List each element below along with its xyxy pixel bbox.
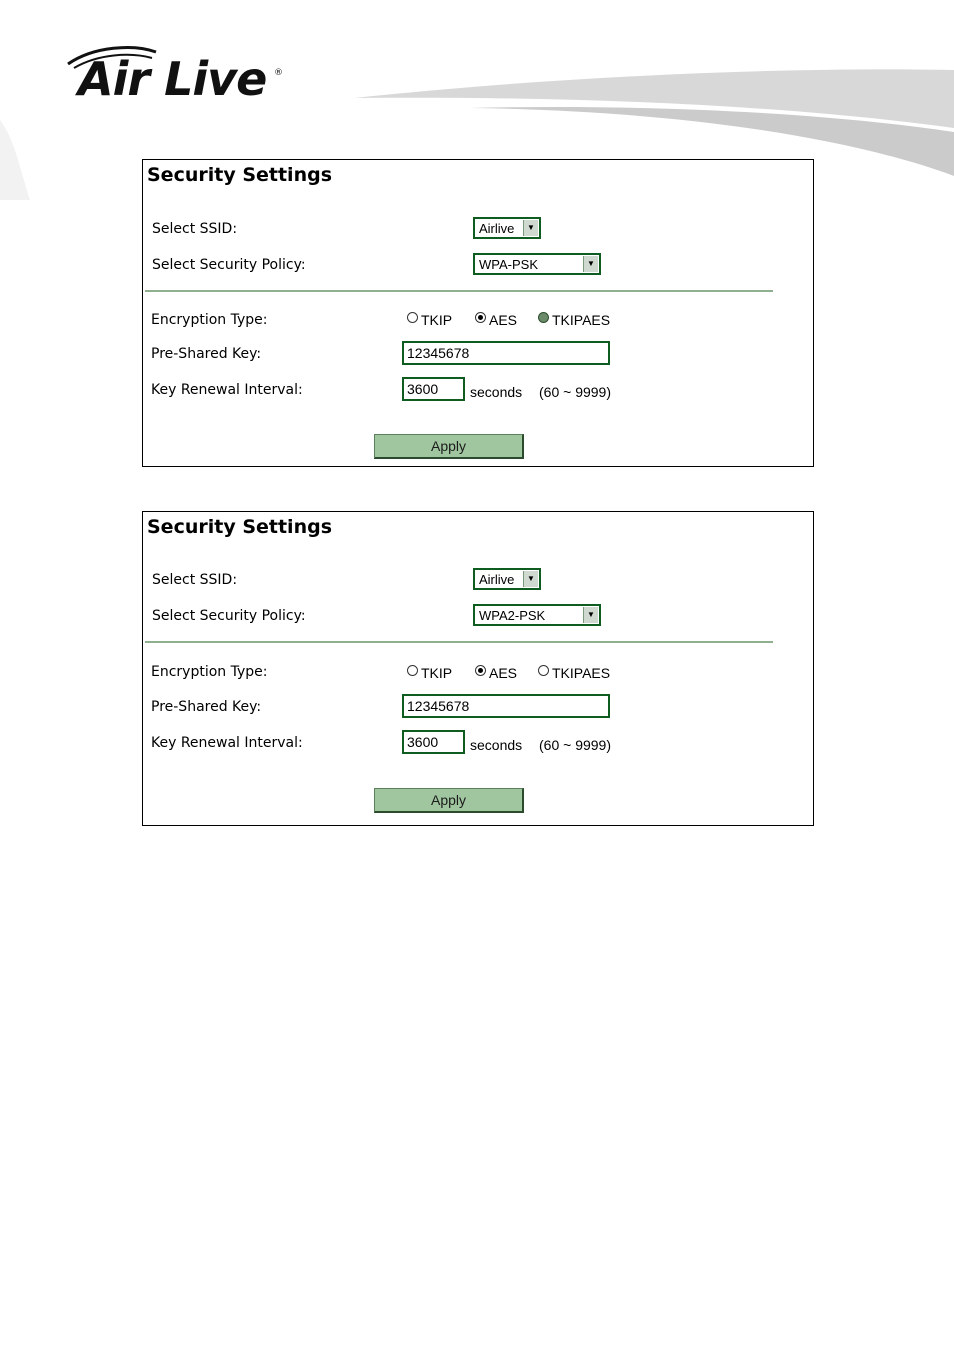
radio-button-selected-icon[interactable] (475, 312, 486, 323)
chevron-down-icon[interactable]: ▼ (523, 220, 538, 236)
pre-shared-key-input[interactable]: 12345678 (402, 341, 610, 365)
pre-shared-key-input[interactable]: 12345678 (402, 694, 610, 718)
key-renewal-interval-input[interactable]: 3600 (402, 377, 465, 401)
encryption-type-label: Encryption Type: (151, 664, 268, 680)
radio-tkipaes[interactable]: TKIPAES (538, 665, 610, 681)
encryption-type-label: Encryption Type: (151, 312, 268, 328)
renewal-range-text: (60 ~ 9999) (539, 737, 611, 753)
key-renewal-interval-input[interactable]: 3600 (402, 730, 465, 754)
radio-button-selected-icon[interactable] (475, 665, 486, 676)
renewal-range-text: (60 ~ 9999) (539, 384, 611, 400)
chevron-down-icon[interactable]: ▼ (583, 607, 598, 623)
radio-tkip[interactable]: TKIP (407, 665, 452, 681)
security-policy-select[interactable] (473, 253, 601, 275)
pre-shared-key-label: Pre-Shared Key: (151, 699, 262, 715)
airlive-logo (60, 40, 300, 110)
security-policy-value: WPA2-PSK (479, 608, 546, 623)
section-divider (145, 290, 773, 292)
radio-button-icon[interactable] (407, 312, 418, 323)
radio-tkipaes[interactable]: TKIPAES (538, 312, 610, 328)
registered-mark: ® (274, 68, 283, 78)
panel-title: Security Settings (147, 164, 333, 186)
security-settings-panel-1 (142, 159, 814, 467)
radio-button-icon[interactable] (407, 665, 418, 676)
apply-button[interactable]: Apply (374, 434, 524, 459)
security-policy-label: Select Security Policy: (152, 257, 306, 273)
pre-shared-key-label: Pre-Shared Key: (151, 346, 262, 362)
radio-aes[interactable]: AES (475, 312, 517, 328)
radio-button-icon[interactable] (538, 312, 549, 323)
apply-button[interactable]: Apply (374, 788, 524, 813)
ssid-select[interactable] (473, 217, 541, 239)
chevron-down-icon[interactable]: ▼ (523, 571, 538, 587)
select-ssid-label: Select SSID: (152, 221, 238, 237)
section-divider (145, 641, 773, 643)
security-policy-select[interactable] (473, 604, 601, 626)
ssid-select-value: Airlive (479, 572, 515, 587)
select-ssid-label: Select SSID: (152, 572, 238, 588)
logo-wordmark: Air Live (78, 52, 267, 106)
renewal-unit-text: seconds (470, 737, 523, 753)
ssid-select-value: Airlive (479, 221, 515, 236)
chevron-down-icon[interactable]: ▼ (583, 256, 598, 272)
panel-title: Security Settings (147, 516, 333, 538)
renewal-unit-text: seconds (470, 384, 523, 400)
security-policy-value: WPA-PSK (479, 257, 538, 272)
ssid-select[interactable] (473, 568, 541, 590)
radio-tkip[interactable]: TKIP (407, 312, 452, 328)
key-renewal-interval-label: Key Renewal Interval: (151, 735, 303, 751)
security-settings-panel-2 (142, 511, 814, 826)
radio-button-icon[interactable] (538, 665, 549, 676)
security-policy-label: Select Security Policy: (152, 608, 306, 624)
key-renewal-interval-label: Key Renewal Interval: (151, 382, 303, 398)
radio-aes[interactable]: AES (475, 665, 517, 681)
